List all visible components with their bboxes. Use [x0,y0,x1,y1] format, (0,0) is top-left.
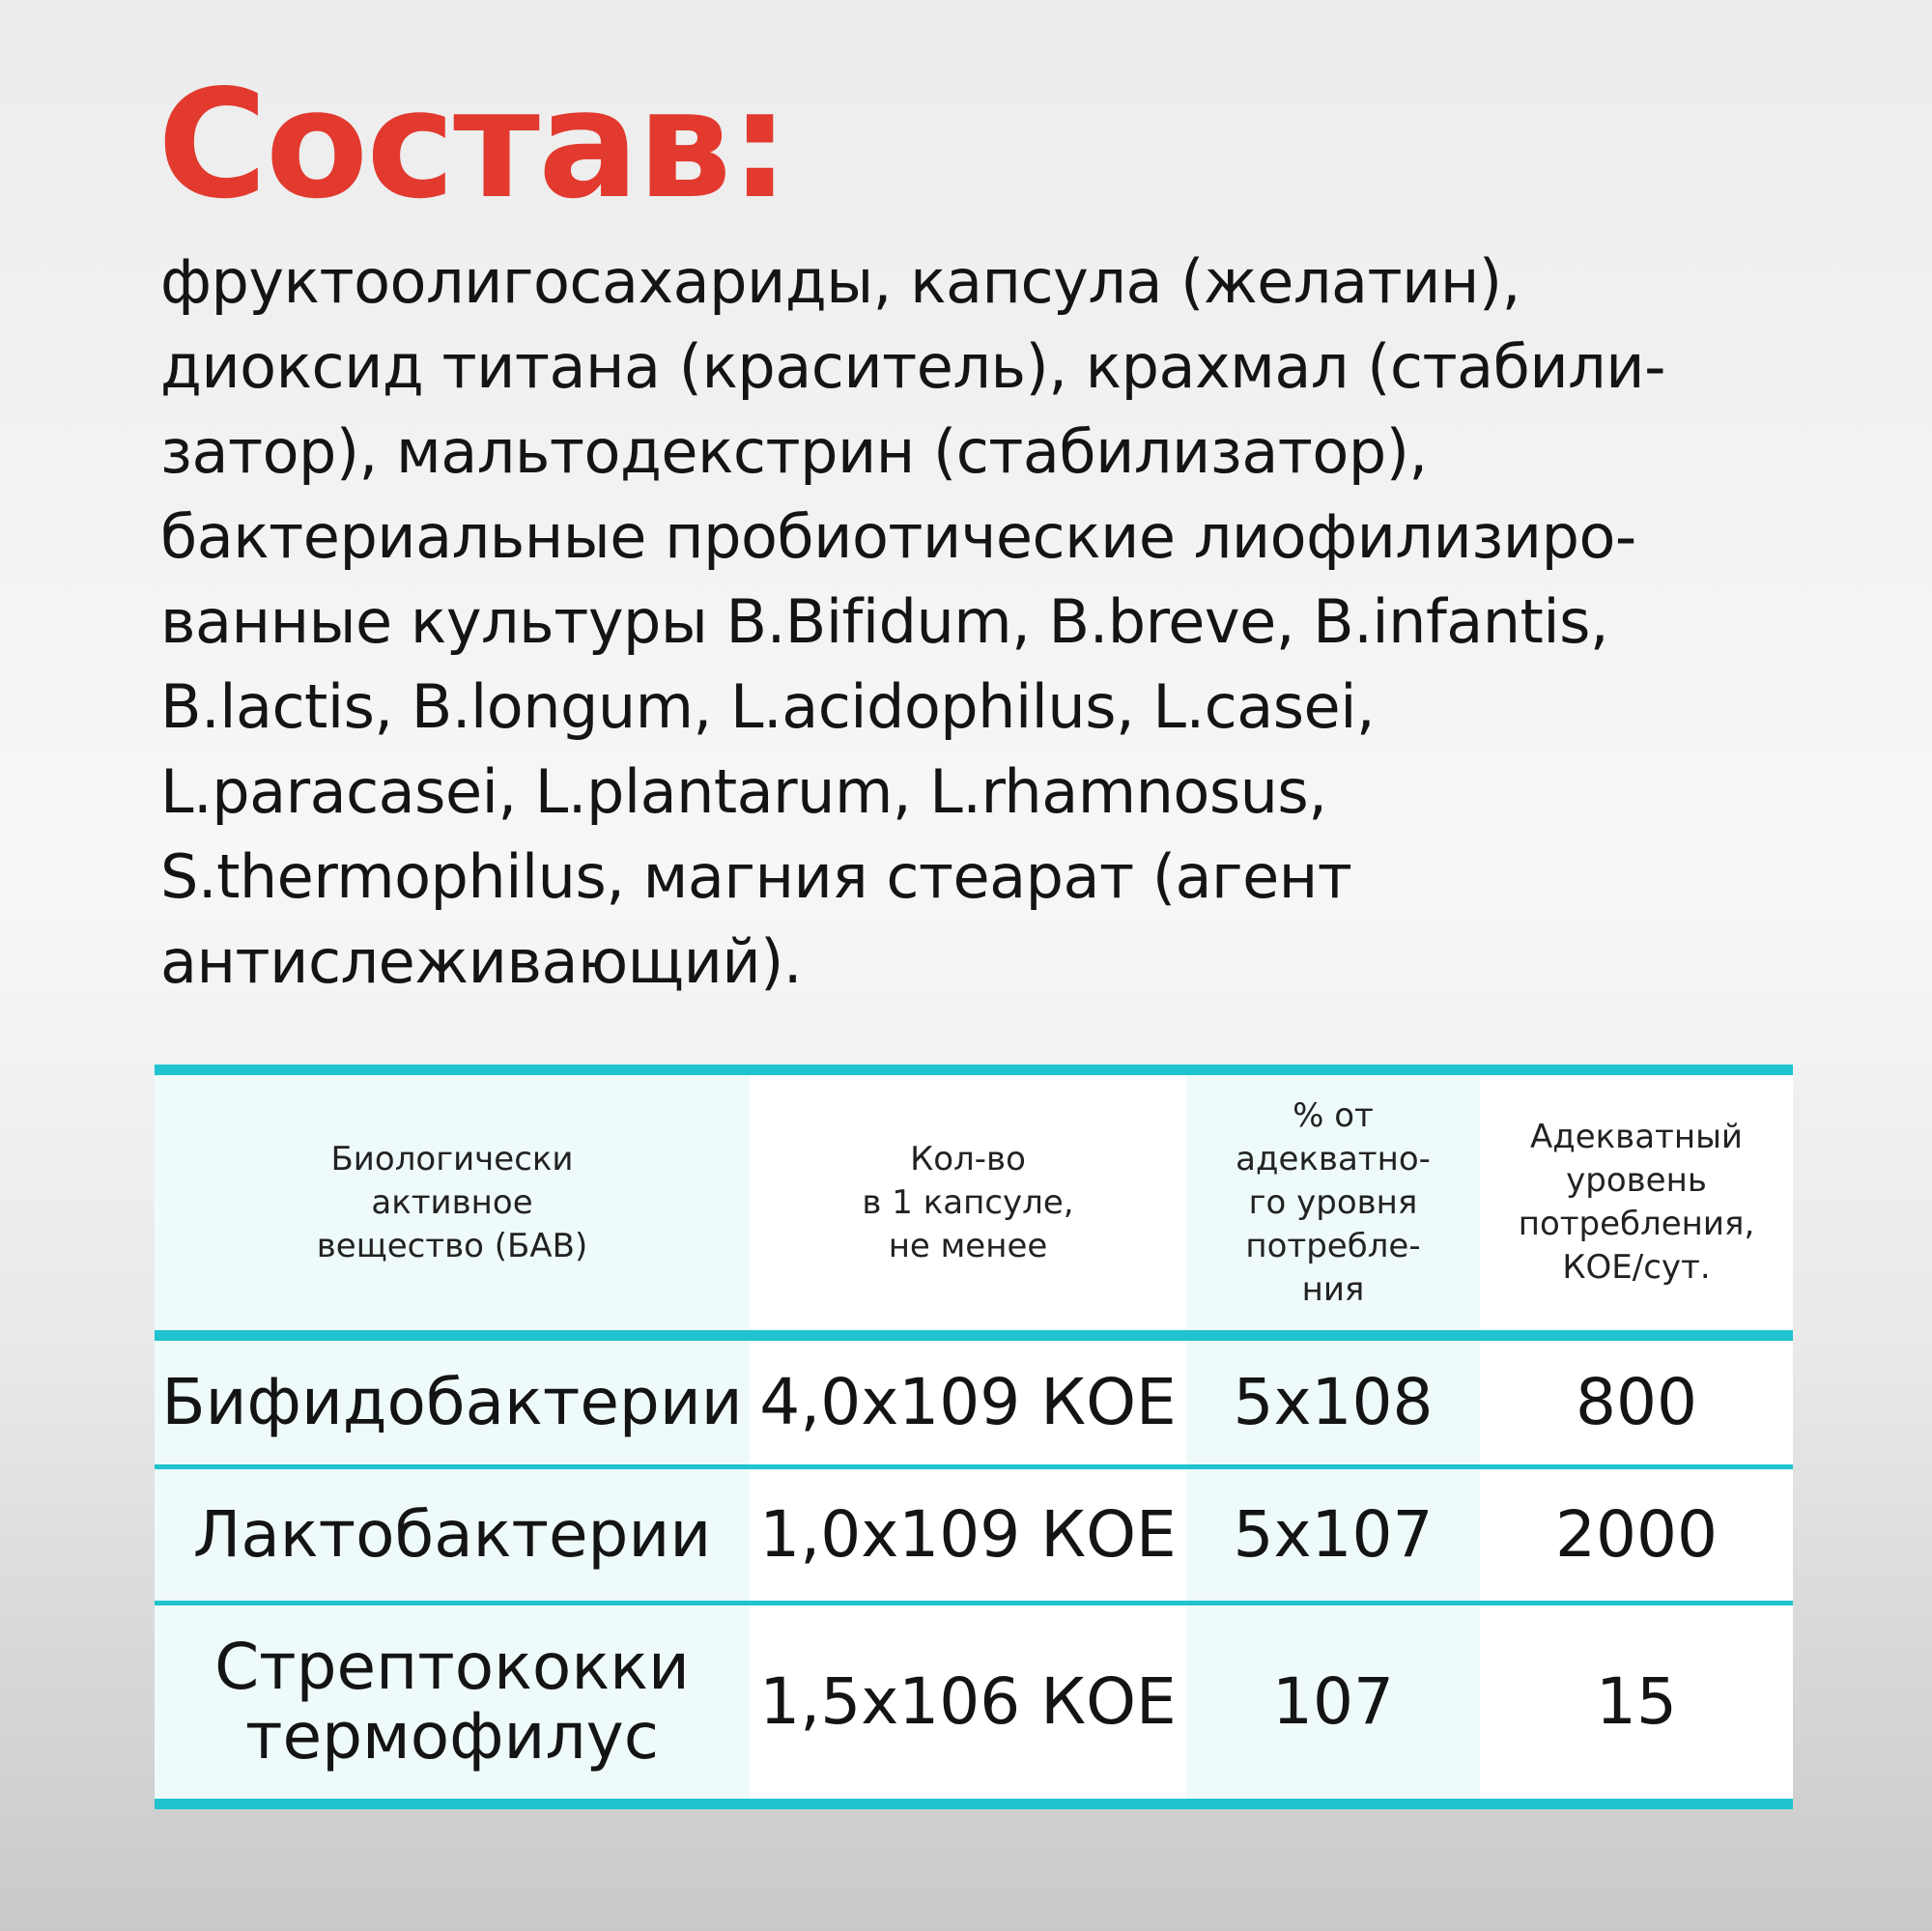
cell-level: 800 [1480,1336,1793,1467]
cell-substance: Лактобактерии [155,1467,750,1604]
composition-line: фруктоолигосахариды, капсула (желатин), [160,246,1520,317]
cell-amount: 1,0x109 КОЕ [750,1467,1186,1604]
header-substance: Биологически активное вещество (БАВ) [155,1070,750,1336]
composition-line: ванные культуры B.Bifidum, B.breve, B.infantis, [160,586,1609,657]
cell-amount: 4,0x109 КОЕ [750,1336,1186,1467]
composition-text [160,240,1822,1005]
composition-line: бактериальные пробиотические лиофилизиро- [160,501,1636,572]
cell-percent: 5x107 [1186,1467,1480,1604]
composition-line: L.paracasei, L.plantarum, L.rhamnosus, [160,756,1327,827]
table-header-row [155,1070,1793,1336]
composition-line: антислеживающий). [160,926,803,997]
cell-level: 15 [1480,1604,1793,1804]
header-percent: % от адекватно- го уровня потребле- ния [1186,1070,1480,1336]
composition-line: затор), мальтодекстрин (стабилизатор), [160,416,1428,487]
table-row [155,1467,1793,1604]
composition-line: диоксид титана (краситель), крахмал (стабили- [160,331,1665,402]
cell-percent: 107 [1186,1604,1480,1804]
page-title: Состав: [157,57,788,232]
cell-level: 2000 [1480,1467,1793,1604]
cell-percent: 5x108 [1186,1336,1480,1467]
header-adequate-level: Адекватный уровень потребления, КОЕ/сут. [1480,1070,1793,1336]
cell-substance: Стрептококки термофилус [155,1604,750,1804]
cell-amount: 1,5x106 КОЕ [750,1604,1186,1804]
table-row [155,1336,1793,1467]
composition-line: S.thermophilus, магния стеарат (агент [160,841,1352,912]
nutrition-table [155,1065,1793,1809]
table-row [155,1604,1793,1804]
header-amount: Кол-во в 1 капсуле, не менее [750,1070,1186,1336]
cell-substance: Бифидобактерии [155,1336,750,1467]
composition-line: B.lactis, B.longum, L.acidophilus, L.casei, [160,671,1376,742]
